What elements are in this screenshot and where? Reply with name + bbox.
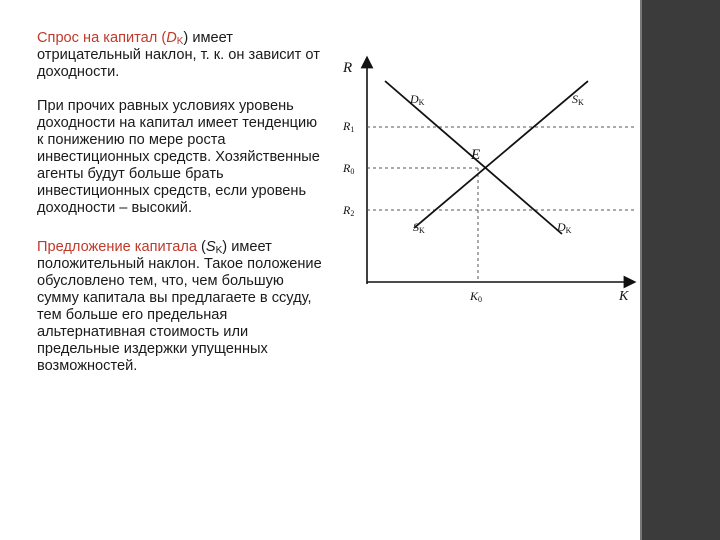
demand-rest: ) имеет отрицательный наклон, т. к. он зависит от доходности. (37, 30, 320, 80)
demand-symbol-sub: K (176, 36, 184, 47)
k0-label: K0 (470, 289, 483, 304)
supply-top-label: SK (572, 92, 584, 107)
supply-symbol: S (205, 239, 216, 255)
paragraph-demand (37, 30, 327, 81)
right-decorative-bar (640, 0, 720, 540)
supply-rest: ) имеет положительный наклон. Такое положение обусловлено тем, что, чем большую сумму капитала вы предлагаете в ссуду, тем больше его предельная альтернативная стоимость или предельные издержки упущенных возможностей. (37, 239, 322, 374)
capital-market-diagram (332, 48, 642, 318)
paragraph-conditions: При прочих равных условиях уровень доходности на капитал имеет тенденцию к понижению по мере роста инвестиционных средств. Хозяйственные агенты будут больше брать инвестиционных средств, если уровень доходности – высокий. (37, 98, 320, 216)
supply-curve (414, 81, 588, 228)
demand-bottom-label: DK (557, 220, 572, 235)
x-axis-label: K (619, 289, 629, 304)
r2-label: R2 (343, 203, 355, 218)
supply-lead: Предложение капитала (37, 239, 197, 255)
r1-label: R1 (343, 119, 355, 134)
demand-lead: Спрос на капитал ( (37, 30, 167, 46)
demand-top-label: DK (410, 92, 425, 107)
r0-label: R0 (343, 161, 355, 176)
paragraph-supply (37, 239, 327, 375)
supply-symbol-sub: K (215, 245, 223, 256)
supply-paren-open: ( (196, 239, 206, 255)
y-axis-label: R (343, 60, 353, 76)
explanation-text (37, 30, 327, 375)
supply-bottom-label: SK (413, 220, 425, 235)
equilibrium-label: E (471, 147, 481, 163)
demand-symbol: D (166, 30, 177, 46)
